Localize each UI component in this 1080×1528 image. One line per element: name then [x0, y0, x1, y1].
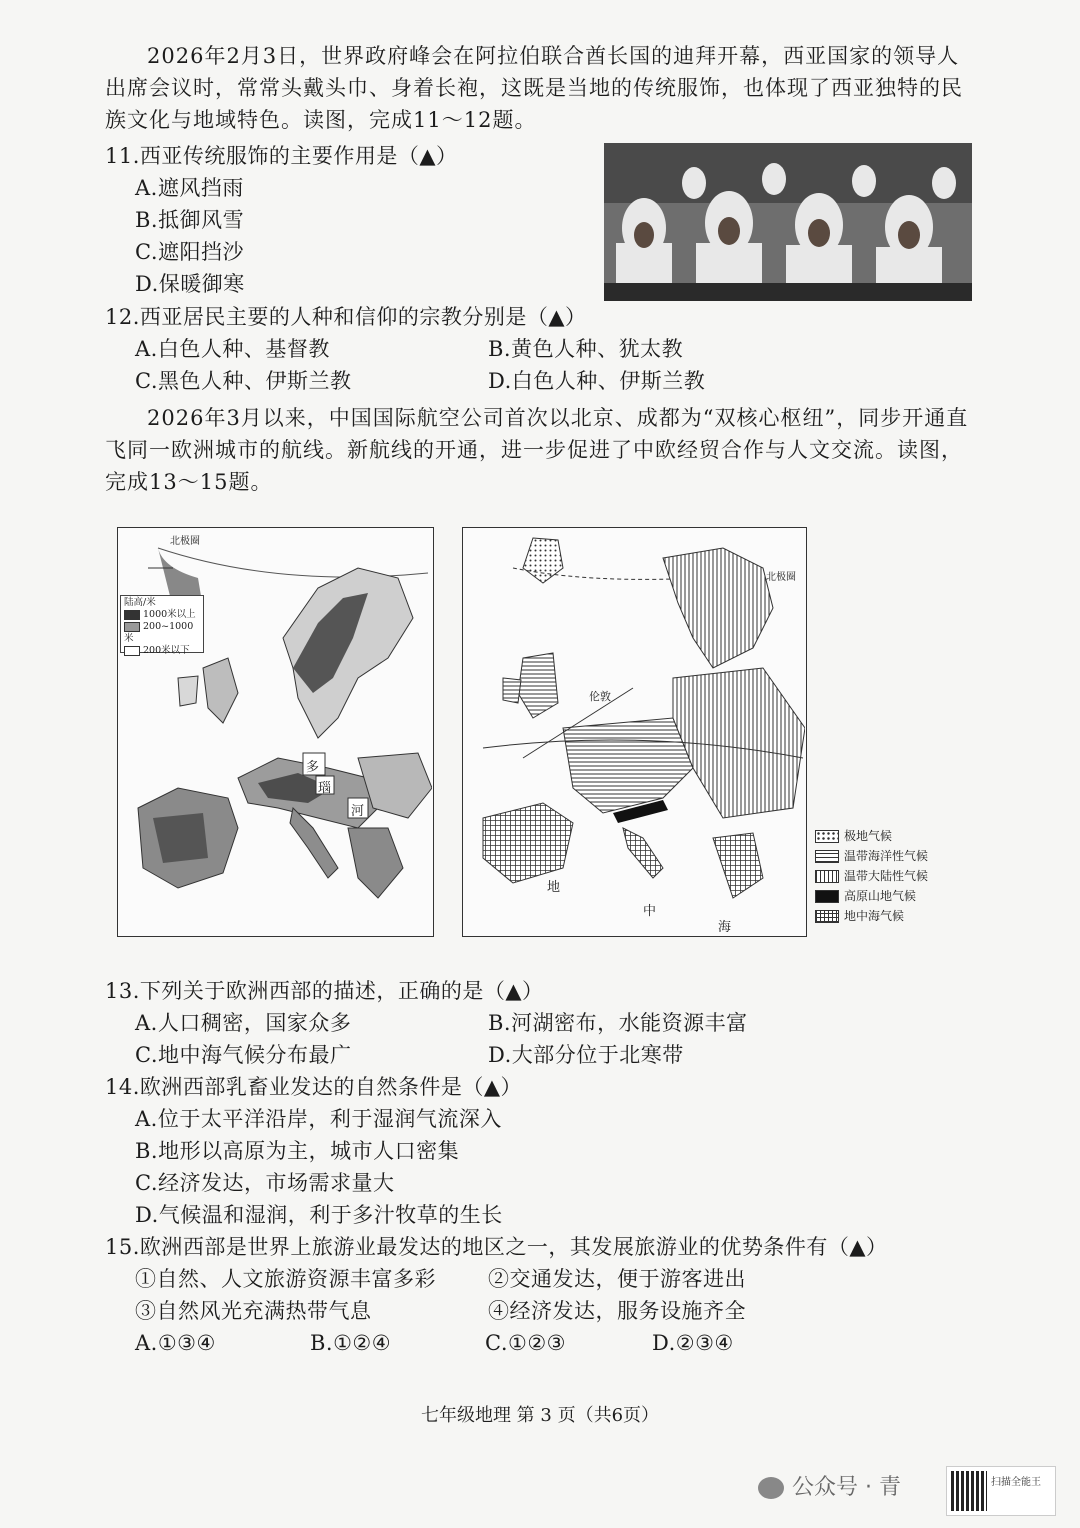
- legend-mid: 200~1000米: [124, 621, 194, 644]
- q13-stem: 13.下列关于欧洲西部的描述，正确的是（▲）: [105, 979, 544, 1003]
- q14-option-a: A.位于太平洋沿岸，利于湿润气流深入: [135, 1107, 502, 1131]
- q14-option-b: B.地形以高原为主，城市人口密集: [135, 1139, 460, 1163]
- q15-item-2: ②交通发达，便于游客进出: [488, 1267, 746, 1291]
- scanner-badge: [946, 1466, 1056, 1516]
- q11-option-c: C.遮阳挡沙: [135, 240, 244, 264]
- london-label: 伦敦: [589, 690, 611, 703]
- scanner-label: 扫描全能王: [991, 1477, 1041, 1488]
- q11-option-b: B.抵御风雪: [135, 208, 245, 232]
- q15-item-1: ①自然、人文旅游资源丰富多彩: [135, 1267, 436, 1291]
- q13-option-a: A.人口稠密，国家众多: [135, 1011, 352, 1035]
- legend-mediterranean: 地中海气候: [815, 906, 928, 926]
- q15-item-3: ③自然风光充满热带气息: [135, 1299, 372, 1323]
- legend-maritime: 温带海洋性气候: [815, 846, 928, 866]
- terrain-arctic-label: 北极圈: [170, 536, 200, 547]
- terrain-map: [117, 527, 434, 937]
- q14-option-c: C.经济发达，市场需求量大: [135, 1171, 395, 1195]
- page-footer: 七年级地理 第 3 页（共6页）: [420, 1405, 660, 1426]
- sea-label-1: 地: [547, 880, 561, 895]
- legend-low: 200米以下: [124, 645, 200, 657]
- q15-stem: 15.欧洲西部是世界上旅游业最发达的地区之一，其发展旅游业的优势条件有（▲）: [105, 1235, 888, 1259]
- legend-continental: 温带大陆性气候: [815, 866, 928, 886]
- danube-label-1: 多: [306, 760, 320, 775]
- intro-paragraph-2: 2026年3月以来，中国国际航空公司首次以北京、成都为“双核心枢纽”，同步开通直飞同一欧洲城市的航线。新航线的开通，进一步促进了中欧经贸合作与人文交流。读图，完成13～15题。: [105, 406, 969, 494]
- terrain-legend: [120, 595, 204, 656]
- legend-highland: 高原山地气候: [815, 886, 928, 906]
- climate-arctic-label: 北极圈: [766, 572, 796, 583]
- q14-stem: 14.欧洲西部乳畜业发达的自然条件是（▲）: [105, 1075, 523, 1099]
- summit-photo: [604, 143, 972, 301]
- sea-label-2: 中: [643, 904, 657, 919]
- q11-option-a: A.遮风挡雨: [135, 176, 244, 200]
- q14-option-d: D.气候温和湿润，利于多汁牧草的生长: [135, 1203, 503, 1227]
- terrain-legend-title: 陆高/米: [124, 597, 156, 608]
- intro-paragraph-1: 2026年2月3日，世界政府峰会在阿拉伯联合酋长国的迪拜开幕，西亚国家的领导人出席会议时，常常头戴头巾、身着长袍，这既是当地的传统服饰，也体现了西亚独特的民族文化与地域特色。读图，完成11～12题。: [105, 44, 963, 132]
- sea-label-3: 海: [718, 920, 732, 935]
- qr-code-icon: [951, 1471, 987, 1511]
- q13-option-c: C.地中海气候分布最广: [135, 1043, 352, 1067]
- q13-option-d: D.大部分位于北寒带: [488, 1043, 684, 1067]
- q12-option-b: B.黄色人种、犹太教: [488, 337, 684, 361]
- q15-option-c: C.①②③: [485, 1331, 566, 1355]
- q15-option-a: A.①③④: [135, 1331, 216, 1355]
- q13-option-b: B.河湖密布，水能资源丰富: [488, 1011, 748, 1035]
- q12-option-c: C.黑色人种、伊斯兰教: [135, 369, 352, 393]
- legend-polar: 极地气候: [815, 826, 928, 846]
- wechat-icon: [758, 1477, 784, 1499]
- legend-high: 1000米以上: [124, 609, 200, 621]
- q15-option-b: B.①②④: [310, 1331, 392, 1355]
- q12-stem: 12.西亚居民主要的人种和信仰的宗教分别是（▲）: [105, 305, 587, 329]
- wechat-watermark: 公众号 · 青: [758, 1470, 901, 1501]
- danube-label-3: 河: [351, 804, 365, 819]
- q15-item-4: ④经济发达，服务设施齐全: [488, 1299, 746, 1323]
- climate-legend: [815, 826, 928, 926]
- q15-option-d: D.②③④: [652, 1331, 734, 1355]
- danube-label-2: 瑙: [318, 781, 332, 796]
- q11-stem: 11.西亚传统服饰的主要作用是（▲）: [105, 144, 458, 168]
- q12-option-d: D.白色人种、伊斯兰教: [488, 369, 706, 393]
- climate-map: [462, 527, 807, 937]
- q11-option-d: D.保暖御寒: [135, 272, 245, 296]
- q12-option-a: A.白色人种、基督教: [135, 337, 330, 361]
